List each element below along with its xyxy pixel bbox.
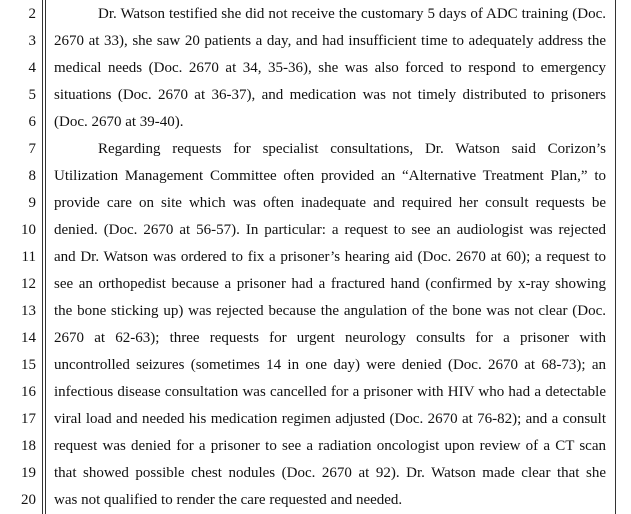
line-number: 7 [28, 141, 36, 157]
text-line: and Dr. Watson was ordered to fix a prisoner’s hearing aid (Doc. 2670 at 60); a request to [54, 249, 606, 265]
line-number: 15 [21, 357, 36, 373]
text-line: denied. (Doc. 2670 at 56-57). In particular: a request to see an audiologist was rejected [54, 222, 606, 238]
text-line: medical needs (Doc. 2670 at 34, 35-36), she was also forced to respond to emergency [54, 60, 606, 76]
text-line: request was denied for a prisoner to see a radiation oncologist upon review of a CT scan [54, 438, 606, 454]
text-line: see an orthopedist because a prisoner had a fractured hand (confirmed by x-ray showing [54, 276, 606, 292]
line-number: 14 [21, 330, 36, 346]
text-line: infectious disease consultation was cancelled for a prisoner with HIV who had a detectable [54, 384, 606, 400]
text-line: situations (Doc. 2670 at 36-37), and medication was not timely distributed to prisoners [54, 87, 606, 103]
right-margin-rule [615, 0, 616, 514]
line-number: 11 [21, 249, 36, 265]
line-number: 4 [28, 60, 36, 76]
text-line: viral load and needed his medication regimen adjusted (Doc. 2670 at 76-82); and a consult [54, 411, 606, 427]
line-number: 8 [28, 168, 36, 184]
left-margin-rule-inner [45, 0, 46, 514]
text-line: Regarding requests for specialist consultations, Dr. Watson said Corizon’s [98, 141, 606, 157]
line-number: 20 [21, 492, 36, 508]
text-line: the bone sticking up) was rejected because the angulation of the bone was not clear (Doc. [54, 303, 606, 319]
line-number: 12 [21, 276, 36, 292]
line-number: 10 [21, 222, 36, 238]
line-number: 18 [21, 438, 36, 454]
text-line: uncontrolled seizures (sometimes 14 in one day) were denied (Doc. 2670 at 68-73); an [54, 357, 606, 373]
line-number: 6 [28, 114, 36, 130]
text-line: provide care on site which was often inadequate and required her consult requests be [54, 195, 606, 211]
text-line: (Doc. 2670 at 39-40). [54, 114, 184, 130]
line-number: 3 [28, 33, 36, 49]
line-number: 16 [21, 384, 36, 400]
text-line: 2670 at 33), she saw 20 patients a day, and had insufficient time to adequately address the [54, 33, 606, 49]
line-number: 5 [28, 87, 36, 103]
line-number: 17 [21, 411, 36, 427]
line-number: 19 [21, 465, 36, 481]
text-line: Dr. Watson testified she did not receive the customary 5 days of ADC training (Doc. [98, 6, 606, 22]
text-line: 2670 at 62-63); three requests for urgent neurology consults for a prisoner with [54, 330, 606, 346]
text-line: Utilization Management Committee often provided an “Alternative Treatment Plan,” to [54, 168, 606, 184]
line-number: 2 [28, 6, 36, 22]
text-line: was not qualified to render the care requested and needed. [54, 492, 403, 508]
left-margin-rule [42, 0, 43, 514]
line-number: 9 [28, 195, 36, 211]
line-number: 13 [21, 303, 36, 319]
text-line: that showed possible chest nodules (Doc. 2670 at 92). Dr. Watson made clear that she [54, 465, 606, 481]
